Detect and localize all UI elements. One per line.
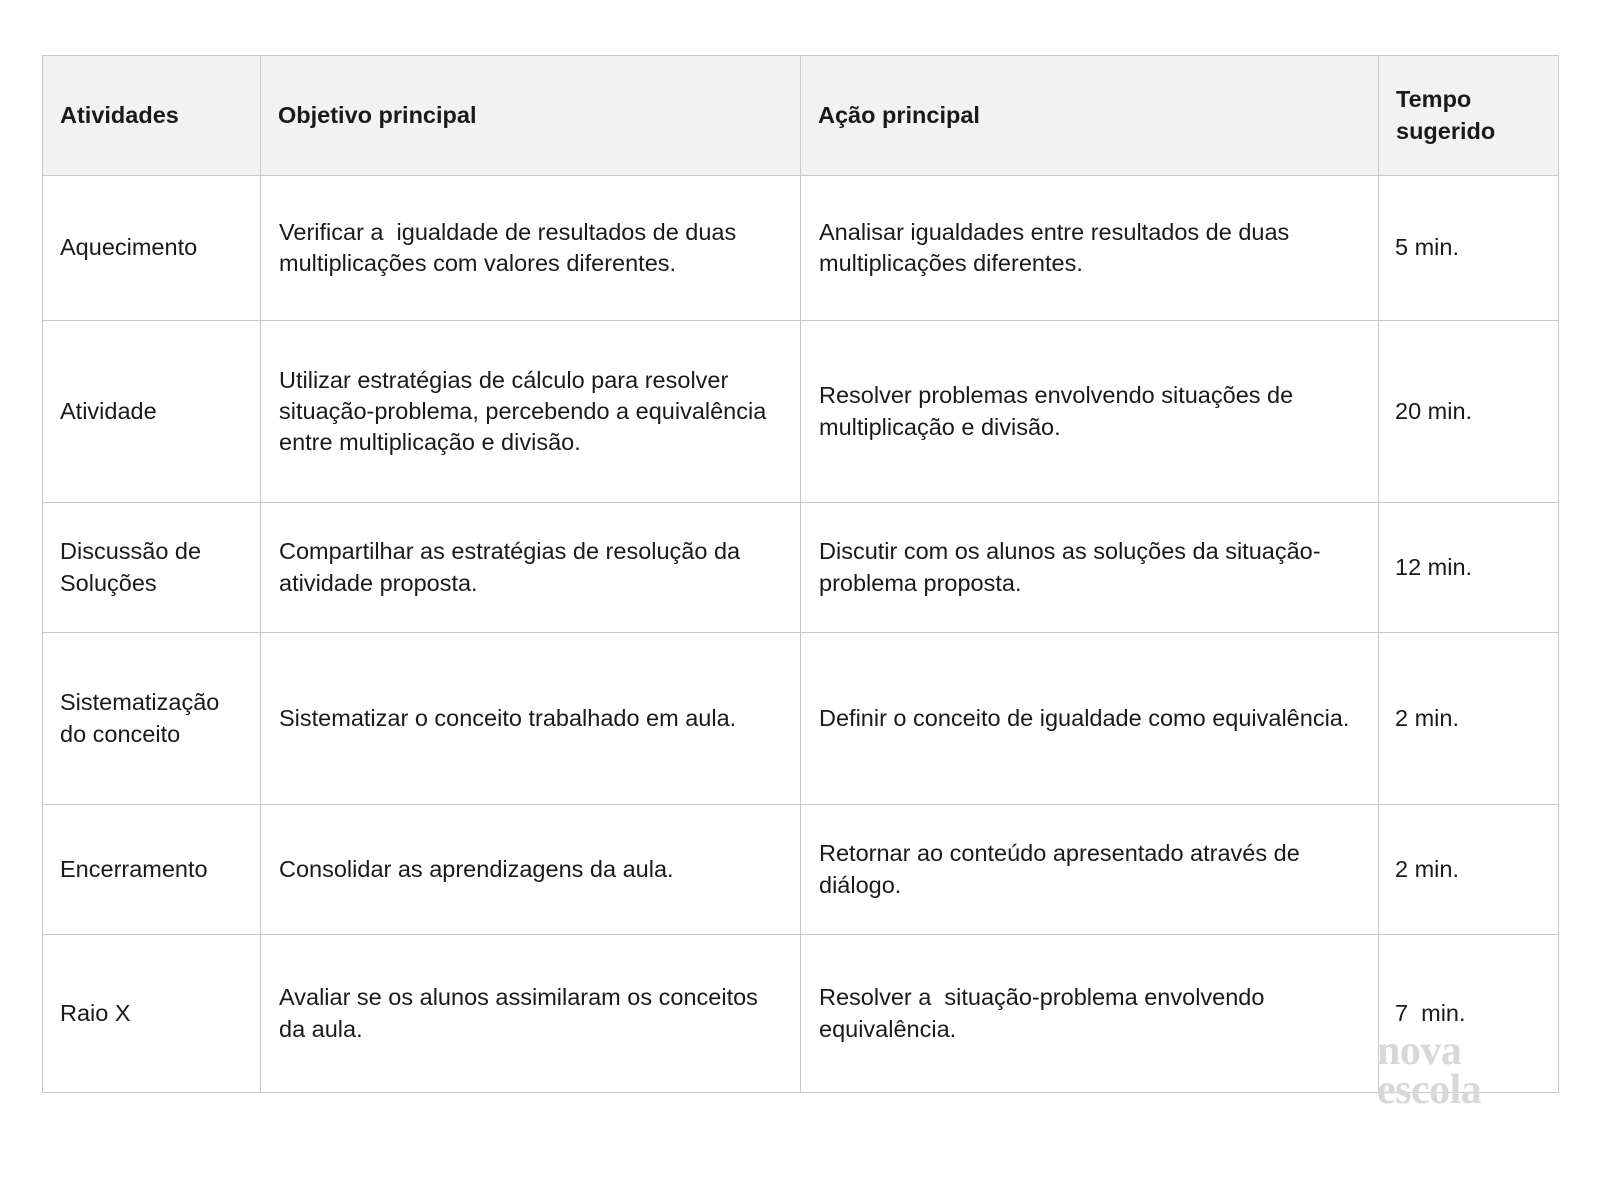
cell-activity [43, 633, 261, 805]
lesson-plan-table [42, 55, 1559, 1093]
activity-label: Atividade [60, 397, 157, 424]
table-row [43, 935, 1559, 1093]
cell-activity [43, 321, 261, 503]
objective-text: Verificar a igualdade de resultados de duas multiplicações com valores diferentes. [279, 218, 743, 276]
table-header-row [43, 56, 1559, 176]
cell-action [801, 633, 1379, 805]
cell-time [1379, 321, 1559, 503]
objective-text: Sistematizar o conceito trabalhado em aula. [279, 704, 737, 731]
table-body [43, 176, 1559, 1093]
column-header-objetivo-principal: Objetivo principal [261, 56, 801, 176]
time-value: 12 min. [1395, 553, 1473, 580]
table-row [43, 805, 1559, 935]
watermark-line-nova: nova [1377, 1028, 1462, 1074]
action-text: Definir o conceito de igualdade como equivalência. [819, 704, 1350, 731]
cell-action [801, 805, 1379, 935]
cell-action [801, 321, 1379, 503]
table-row [43, 321, 1559, 503]
cell-activity [43, 935, 261, 1093]
cell-activity [43, 503, 261, 633]
time-value: 2 min. [1395, 855, 1459, 882]
action-text: Retornar ao conteúdo apresentado através de diálogo. [819, 840, 1307, 898]
watermark-line-escola: escola [1377, 1066, 1482, 1113]
cell-activity [43, 176, 261, 321]
objective-text: Utilizar estratégias de cálculo para resolver situação-problema, percebendo a equivalência entre multiplicação e divisão. [279, 366, 773, 456]
cell-time [1379, 805, 1559, 935]
cell-activity [43, 805, 261, 935]
time-value: 7 min. [1395, 999, 1466, 1026]
time-value: 20 min. [1395, 397, 1473, 424]
activity-label: Aquecimento [60, 234, 198, 261]
action-text: Resolver problemas envolvendo situações de multiplicação e divisão. [819, 382, 1300, 440]
table-row [43, 633, 1559, 805]
time-value: 2 min. [1395, 704, 1459, 731]
activity-label: Encerramento [60, 855, 208, 882]
activity-label: Sistematização do conceito [60, 689, 226, 747]
cell-time [1379, 633, 1559, 805]
action-text: Analisar igualdades entre resultados de duas multiplicações diferentes. [819, 218, 1296, 276]
cell-action [801, 176, 1379, 321]
objective-text: Consolidar as aprendizagens da aula. [279, 855, 674, 882]
cell-action [801, 503, 1379, 633]
time-value: 5 min. [1395, 234, 1459, 261]
table-header [43, 56, 1559, 176]
activity-label: Discussão de Soluções [60, 538, 208, 596]
column-header-acao-principal: Ação principal [801, 56, 1379, 176]
objective-text: Avaliar se os alunos assimilaram os conceitos da aula. [279, 984, 765, 1042]
column-header-atividades: Atividades [43, 56, 261, 176]
cell-objective [261, 633, 801, 805]
cell-time [1379, 176, 1559, 321]
cell-objective [261, 503, 801, 633]
action-text: Resolver a situação-problema envolvendo equivalência. [819, 984, 1271, 1042]
column-header-tempo-sugerido: Tempo sugerido [1379, 56, 1559, 176]
cell-objective [261, 321, 801, 503]
cell-objective [261, 805, 801, 935]
table-row [43, 176, 1559, 321]
cell-time [1379, 935, 1559, 1093]
cell-action [801, 935, 1379, 1093]
action-text: Discutir com os alunos as soluções da situação-problema proposta. [819, 538, 1321, 596]
table-row [43, 503, 1559, 633]
activity-label: Raio X [60, 999, 131, 1026]
cell-objective [261, 176, 801, 321]
objective-text: Compartilhar as estratégias de resolução da atividade proposta. [279, 538, 747, 596]
cell-time [1379, 503, 1559, 633]
cell-objective [261, 935, 801, 1093]
